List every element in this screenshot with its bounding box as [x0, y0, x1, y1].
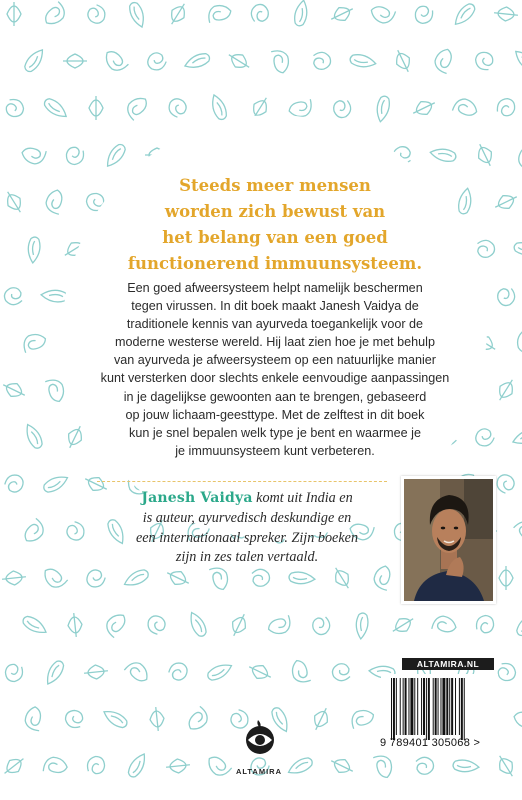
- pattern-leaf: [63, 708, 85, 731]
- pattern-leaf: [512, 47, 522, 73]
- pattern-leaf: [22, 46, 47, 74]
- pattern-leaf: [122, 567, 150, 589]
- author-bio-first: komt uit India en: [252, 490, 353, 506]
- pattern-leaf: [0, 378, 28, 401]
- pattern-leaf: [293, 0, 309, 27]
- pattern-leaf: [492, 190, 520, 213]
- pattern-leaf: [43, 755, 69, 777]
- pattern-leaf: [41, 564, 68, 592]
- barcode-bar: [410, 678, 413, 735]
- pattern-leaf: [208, 5, 232, 23]
- barcode-bar: [433, 678, 434, 735]
- pattern-leaf: [429, 147, 457, 163]
- pattern-leaf: [86, 569, 106, 589]
- pattern-leaf: [410, 96, 438, 119]
- pattern-leaf: [146, 615, 166, 635]
- pattern-leaf: [184, 706, 212, 733]
- blurb-line: Een goed afweersysteem helpt namelijk beschermen: [127, 281, 423, 295]
- pattern-leaf: [494, 752, 519, 780]
- pattern-leaf: [126, 751, 149, 779]
- pattern-leaf: [457, 187, 473, 215]
- blurb-line: in je dagelijkse gewoonten aan te brengen, gebaseerd: [123, 389, 427, 404]
- author-name: Janesh Vaidya: [141, 490, 253, 506]
- pattern-leaf: [166, 0, 191, 28]
- pattern-leaf: [209, 93, 229, 121]
- barcode-bar: [446, 678, 448, 735]
- pattern-leaf: [494, 284, 519, 309]
- pattern-leaf: [67, 612, 83, 637]
- pattern-leaf: [248, 565, 273, 590]
- pattern-leaf: [328, 754, 356, 777]
- pattern-leaf: [499, 566, 513, 590]
- pattern-leaf: [511, 427, 522, 447]
- pattern-leaf: [309, 705, 332, 733]
- pattern-leaf: [43, 659, 66, 687]
- barcode-bar: [393, 678, 395, 740]
- pattern-leaf: [86, 3, 107, 25]
- pattern-leaf: [45, 378, 65, 403]
- pattern-leaf: [41, 1, 69, 28]
- pattern-leaf: [271, 50, 289, 74]
- pattern-leaf: [431, 613, 458, 636]
- author-bio-line: zijn in zes talen vertaald.: [175, 549, 319, 566]
- author-portrait-image: [404, 479, 493, 601]
- pattern-leaf: [4, 97, 25, 119]
- pattern-leaf: [64, 145, 86, 166]
- pattern-leaf: [167, 97, 188, 119]
- dashed-divider: [97, 481, 387, 482]
- headline-line: Steeds meer mensen: [179, 176, 371, 195]
- blurb-line: kun je snel bepalen welk type je bent en waarmee je: [129, 425, 421, 440]
- author-photo: [401, 476, 496, 604]
- pattern-leaf: [102, 47, 129, 75]
- blurb-line: je immuunsysteem kunt verbeteren.: [175, 443, 375, 458]
- pattern-leaf: [474, 614, 496, 635]
- blurb-line: moderne westerse wereld. Hij laat zien hoe je met behulp: [115, 335, 435, 350]
- pattern-leaf: [473, 236, 498, 261]
- pattern-leaf: [4, 473, 24, 493]
- barcode-bar: [417, 678, 418, 735]
- barcode-bar: [405, 678, 407, 735]
- pattern-leaf: [494, 376, 519, 404]
- pattern-leaf: [355, 613, 369, 640]
- pattern-leaf: [432, 46, 457, 73]
- blurb-line: op jouw lichaam-geesttype. Met de zelftest in dit boek: [125, 407, 425, 422]
- pattern-leaf: [350, 708, 375, 728]
- pattern-leaf: [43, 188, 66, 215]
- pattern-leaf: [127, 1, 147, 29]
- barcode-bar: [464, 678, 465, 740]
- pattern-leaf: [368, 1, 395, 26]
- pattern-leaf: [452, 96, 479, 121]
- pattern-leaf: [206, 660, 234, 682]
- pattern-leaf: [124, 94, 152, 121]
- barcode-bar: [449, 678, 450, 735]
- barcode-bar: [435, 678, 437, 735]
- pattern-leaf: [513, 518, 522, 546]
- pattern-leaf: [493, 6, 518, 22]
- pattern-leaf: [475, 51, 495, 71]
- pattern-leaf: [186, 610, 208, 638]
- pattern-leaf: [328, 2, 356, 25]
- pattern-leaf: [22, 422, 44, 450]
- pattern-leaf: [473, 141, 496, 169]
- headline-line: het belang van een goed: [162, 228, 388, 247]
- pattern-leaf: [349, 53, 377, 69]
- pattern-leaf: [23, 705, 45, 731]
- pattern-leaf: [512, 707, 522, 730]
- pattern-leaf: [496, 98, 516, 118]
- pattern-leaf: [389, 613, 417, 638]
- barcode-bar: [459, 678, 460, 735]
- pattern-leaf: [309, 613, 334, 638]
- pattern-leaf: [3, 661, 26, 683]
- pattern-leaf: [373, 754, 393, 779]
- pattern-leaf: [290, 659, 310, 684]
- pattern-leaf: [146, 51, 168, 72]
- pattern-leaf: [1, 570, 26, 586]
- pattern-leaf: [41, 289, 68, 303]
- pattern-leaf: [513, 241, 522, 257]
- pattern-leaf: [289, 571, 316, 585]
- pattern-leaf: [375, 95, 391, 123]
- pattern-leaf: [63, 423, 86, 451]
- pattern-leaf: [183, 51, 211, 71]
- pattern-leaf: [209, 566, 229, 591]
- barcode-bar: [438, 678, 439, 735]
- pattern-leaf: [168, 661, 188, 681]
- barcode-bar: [408, 678, 409, 735]
- pattern-leaf: [227, 611, 250, 639]
- pattern-leaf: [21, 614, 49, 637]
- pattern-leaf: [496, 661, 517, 683]
- barcode-bar: [423, 678, 425, 735]
- headline: [120, 173, 430, 277]
- barcode-bar: [414, 678, 415, 735]
- pattern-leaf: [330, 564, 355, 592]
- altamira-logo-icon: [232, 718, 288, 768]
- pattern-leaf: [22, 332, 47, 352]
- pattern-leaf: [7, 2, 21, 26]
- pattern-leaf: [42, 96, 70, 121]
- pattern-leaf: [42, 472, 70, 494]
- pattern-leaf: [225, 49, 253, 74]
- barcode-bar: [426, 678, 427, 740]
- blurb-line: kunt versterken door slechts enkele eenvoudige aanpassingen: [100, 371, 450, 386]
- pattern-leaf: [451, 1, 477, 28]
- headline-line: functionerend immuunsysteem.: [127, 254, 423, 273]
- pattern-leaf: [267, 615, 292, 635]
- publisher-url: ALTAMIRA.NL: [402, 658, 494, 670]
- pattern-leaf: [1, 284, 26, 309]
- barcode-bar: [455, 678, 456, 735]
- pattern-leaf: [495, 473, 516, 495]
- pattern-leaf: [246, 660, 274, 683]
- barcode-bar: [400, 678, 401, 735]
- barcode-bar: [461, 678, 463, 740]
- barcode-bar: [403, 678, 404, 735]
- pattern-leaf: [391, 47, 414, 75]
- barcode-bar: [391, 678, 392, 740]
- pattern-leaf: [103, 142, 128, 170]
- blurb-line: traditionele kennis van ayurveda toegankelijk voor de: [126, 317, 424, 332]
- pattern-leaf: [20, 518, 48, 545]
- pattern-leaf: [165, 758, 190, 774]
- pattern-leaf: [474, 427, 496, 448]
- author-bio-line: een internationaal spreker. Zijn boeken: [135, 529, 359, 546]
- barcode-bar: [428, 678, 430, 740]
- blurb: [90, 279, 460, 460]
- pattern-leaf: [101, 707, 129, 730]
- pattern-leaf: [514, 610, 522, 638]
- pattern-leaf: [309, 48, 334, 73]
- pattern-leaf: [63, 54, 87, 68]
- pattern-leaf: [330, 96, 355, 121]
- pattern-leaf: [412, 753, 437, 778]
- author-bio-line: is auteur, ayurvedisch deskundige en: [142, 509, 352, 526]
- pattern-leaf: [66, 521, 86, 541]
- pattern-leaf: [124, 659, 151, 687]
- pattern-leaf: [84, 754, 107, 776]
- pattern-leaf: [288, 99, 312, 117]
- blurb-line: van ayurveda je afweersysteem op een natuurlijke manier: [113, 353, 436, 368]
- pattern-leaf: [2, 188, 27, 216]
- pattern-leaf: [83, 664, 108, 680]
- pattern-leaf: [103, 611, 131, 638]
- pattern-leaf: [453, 759, 480, 773]
- pattern-leaf: [414, 5, 434, 25]
- pattern-leaf: [89, 96, 103, 120]
- barcode-bar: [396, 678, 397, 735]
- isbn-number: 9 789401 305068 >: [380, 737, 481, 749]
- author-bio: [102, 489, 392, 568]
- pattern-leaf: [149, 706, 165, 731]
- pattern-leaf: [517, 330, 522, 354]
- pattern-leaf: [20, 143, 47, 166]
- pattern-leaf: [329, 660, 354, 685]
- headline-line: worden zich bewust van: [164, 202, 386, 221]
- pattern-leaf: [164, 566, 192, 589]
- pattern-leaf: [513, 142, 522, 169]
- blurb-line: tegen virussen. In dit boek maakt Janesh Vaidya de: [131, 299, 419, 314]
- barcode-bar: [442, 678, 445, 735]
- barcode-bar: [451, 678, 453, 735]
- publisher-logo-text: ALTAMIRA: [235, 767, 283, 776]
- barcode-bar: [421, 678, 422, 735]
- pattern-leaf: [0, 753, 28, 779]
- pattern-leaf: [27, 237, 41, 264]
- barcode-bar: [440, 678, 441, 735]
- author-bio-first-line: [102, 489, 392, 509]
- pattern-leaf: [247, 1, 272, 26]
